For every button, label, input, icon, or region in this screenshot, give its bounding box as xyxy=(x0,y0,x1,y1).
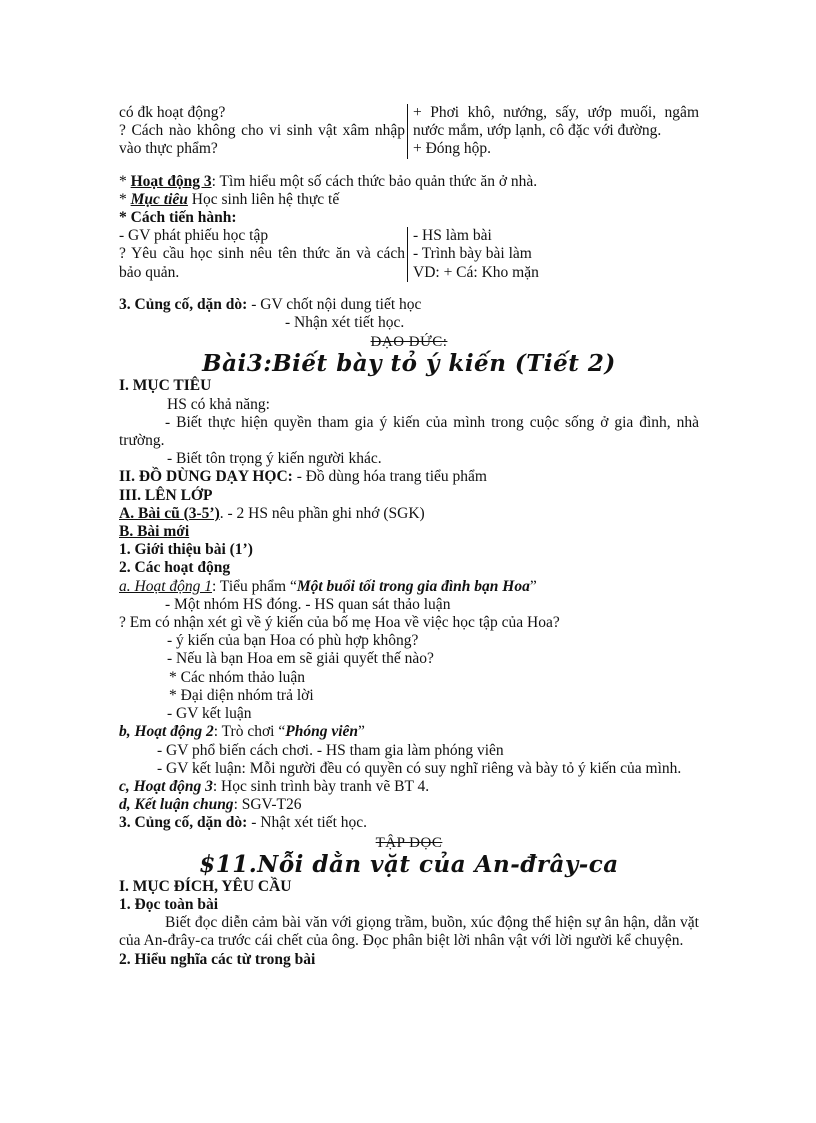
old-lesson-line: A. Bài cũ (3-5’). - 2 HS nêu phần ghi nhớ (SGK) xyxy=(119,504,425,522)
section-heading: I. MỤC ĐÍCH, YÊU CẦU xyxy=(119,877,292,895)
section-heading: III. LÊN LỚP xyxy=(119,486,213,504)
consolidation-line: 3. Củng cố, dặn dò: - GV chốt nội dung tiết học xyxy=(119,295,422,313)
subject-heading: TẬP ĐỌC xyxy=(375,834,443,851)
left-column xyxy=(119,227,405,282)
section-heading: B. Bài mới xyxy=(119,523,190,541)
table-block-2 xyxy=(119,227,699,282)
section-heading: 2. Các hoạt động xyxy=(119,559,231,577)
consolidation-line: 3. Củng cố, dặn dò: - Nhật xét tiết học. xyxy=(119,814,367,832)
document-page xyxy=(119,104,699,969)
text-line: - Nếu là bạn Hoa em sẽ giải quyết thế nào? xyxy=(167,650,434,668)
text-line: ? Cách nào không cho vi sinh vật xâm nhập vào thực phẩm? xyxy=(119,122,405,158)
paragraph: Biết đọc diễn cảm bài văn với giọng trầm, buồn, xúc động thể hiện sự ân hận, dằn vặt của An-đrây-ca trước cái chết của ông. Đọc phân biệt lời nhân vật với lời người kể chuyện. xyxy=(119,914,699,950)
text-line: - GV phát phiếu học tập xyxy=(119,227,269,245)
left-column xyxy=(119,104,405,159)
section-heading: 2. Hiểu nghĩa các từ trong bài xyxy=(119,950,316,968)
text-line: - GV kết luận xyxy=(167,705,252,723)
text-line: - Một nhóm HS đóng. - HS quan sát thảo luận xyxy=(165,595,451,613)
subject-heading: ĐẠO ĐỨC: xyxy=(370,334,448,351)
procedure-heading: * Cách tiến hành: xyxy=(119,209,237,227)
section-heading: I. MỤC TIÊU xyxy=(119,377,212,395)
conclusion-line: d, Kết luận chung: SGV-T26 xyxy=(119,796,302,814)
objective-line: * Mục tiêu Học sinh liên hệ thực tế xyxy=(119,190,340,208)
text-line: có đk hoạt động? xyxy=(119,104,226,121)
materials-line: II. ĐỒ DÙNG DẠY HỌC: - Đồ dùng hóa trang tiểu phẩm xyxy=(119,468,487,486)
text-line: HS có khả năng: xyxy=(167,395,270,413)
activity-3-label: Hoạt động 3 xyxy=(130,172,212,190)
section-heading: 1. Giới thiệu bài (1’) xyxy=(119,541,253,559)
text-line: * Các nhóm thảo luận xyxy=(169,668,306,686)
table-block-1 xyxy=(119,104,699,159)
activity-b-heading: b, Hoạt động 2: Trò chơi “Phóng viên” xyxy=(119,723,365,741)
text-line: - Biết thực hiện quyền tham gia ý kiến của mình trong cuộc sống ở gia đình, nhà trường. xyxy=(119,413,699,450)
right-column xyxy=(407,104,699,159)
text-line: - Trình bày bài làm xyxy=(413,245,532,263)
activity-a-heading: a. Hoạt động 1: Tiểu phẩm “Một buổi tối trong gia đình bạn Hoa” xyxy=(119,577,537,595)
text-line: - GV phổ biến cách chơi. - HS tham gia làm phóng viên xyxy=(157,741,504,759)
text-line: VD: + Cá: Kho mặn xyxy=(413,263,539,281)
text-line: - GV kết luận: Mỗi người đều có quyền có suy nghĩ riêng và bày tỏ ý kiến của mình. xyxy=(157,759,682,777)
text-line: - ý kiến của bạn Hoa có phù hợp không? xyxy=(167,632,419,650)
section-heading: 1. Đọc toàn bài xyxy=(119,895,219,913)
text-line: - Biết tôn trọng ý kiến người khác. xyxy=(167,450,382,468)
lesson-title: $11.Nỗi dằn vặt của An-đrây-ca xyxy=(199,850,619,878)
activity-3-heading: * Hoạt động 3: Tìm hiểu một số cách thức bảo quản thức ăn ở nhà. xyxy=(119,172,538,190)
consolidation-line-2: - Nhận xét tiết học. xyxy=(285,314,405,332)
right-column xyxy=(407,227,699,282)
text-line: ? Em có nhận xét gì về ý kiến của bố mẹ Hoa về việc học tập của Hoa? xyxy=(119,614,560,632)
lesson-title: Bài3:Biết bày tỏ ý kiến (Tiết 2) xyxy=(202,350,616,378)
text-line: ? Yêu cầu học sinh nêu tên thức ăn và cách bảo quản. xyxy=(119,245,405,281)
activity-c-line: c, Hoạt động 3: Học sinh trình bày tranh vẽ BT 4. xyxy=(119,777,430,795)
text-line: * Đại diện nhóm trả lời xyxy=(169,686,314,704)
objective-label: Mục tiêu xyxy=(130,190,188,208)
text-line: + Phơi khô, nướng, sấy, ướp muối, ngâm nước mắm, ướp lạnh, cô đặc với đường. xyxy=(413,104,699,140)
text-line: + Đóng hộp. xyxy=(413,140,492,158)
text-line: - HS làm bài xyxy=(413,227,492,245)
